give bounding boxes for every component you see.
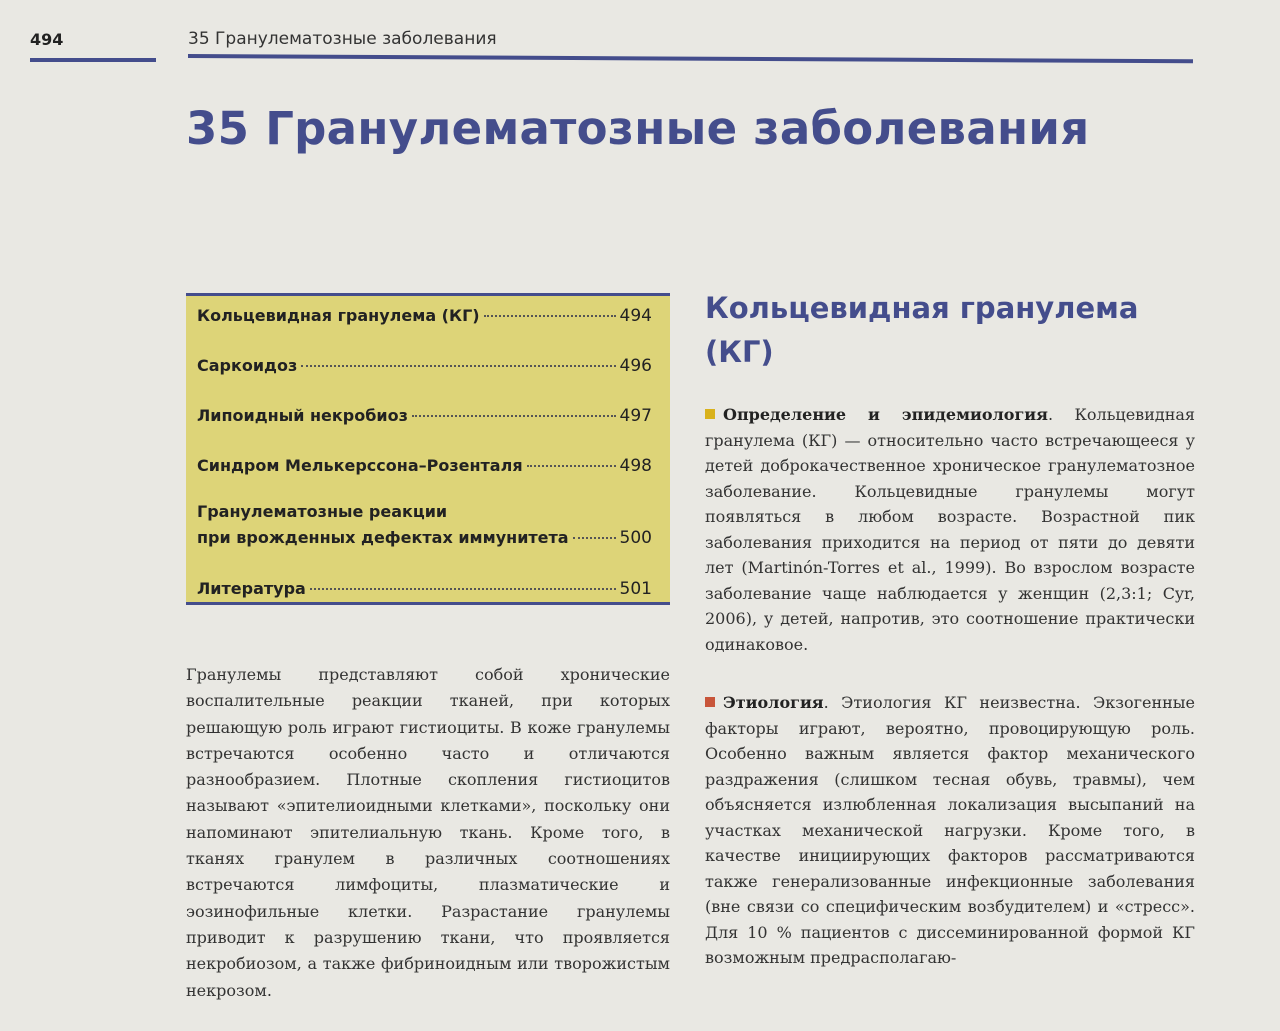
toc-label: Саркоидоз bbox=[197, 356, 298, 375]
toc-leader-dots bbox=[301, 365, 615, 367]
definition-heading: Определение и эпидемиология bbox=[723, 405, 1048, 424]
toc-label: Кольцевидная гранулема (КГ) bbox=[197, 306, 480, 325]
toc-item-melkersson-rosenthal[interactable] bbox=[197, 456, 652, 476]
definition-paragraph bbox=[705, 402, 1195, 657]
running-head: 35 Гранулематозные заболевания bbox=[188, 29, 497, 49]
toc-item-necrobiosis[interactable] bbox=[197, 406, 652, 426]
page-number: 494 bbox=[30, 30, 64, 49]
toc-page: 497 bbox=[619, 406, 652, 426]
toc-item-annular-granuloma[interactable] bbox=[197, 306, 652, 326]
toc-leader-dots bbox=[412, 415, 616, 417]
header-rule-right bbox=[188, 54, 1193, 63]
toc-item-granulomatous-reactions[interactable] bbox=[197, 502, 652, 548]
toc-page: 496 bbox=[619, 356, 652, 376]
definition-text: . Кольцевидная гранулема (КГ) — относительно часто встречающееся у детей доброкачественное хроническое гранулематозное заболевание. Кольцевидные гранулемы могут появляться в любом возрасте. Возрастной пик заболевания приходится на период от пяти до девяти лет (Martinón-Torres et al., 1999). Во взрослом возрасте заболевание чаще наблюдается у женщин (2,3:1; Cyr, 2006), у детей, напротив, это соотношение практически одинаковое. bbox=[705, 405, 1195, 654]
toc-label: при врожденных дефектах иммунитета bbox=[197, 528, 569, 547]
toc-leader-dots bbox=[527, 465, 616, 467]
toc-label: Синдром Мелькерссона–Розенталя bbox=[197, 456, 523, 475]
etiology-heading: Этиология bbox=[723, 693, 824, 712]
toc-label: Литература bbox=[197, 579, 306, 598]
chapter-title: 35 Гранулематозные заболевания bbox=[186, 102, 1090, 155]
toc-leader-dots bbox=[310, 588, 616, 590]
etiology-paragraph bbox=[705, 690, 1195, 971]
section-title: Кольцевидная гранулема (КГ) bbox=[705, 291, 1139, 369]
intro-paragraph: Гранулемы представляют собой хронические воспалительные реакции тканей, при которых решающую роль играют гистиоциты. В коже гранулемы встречаются особенно часто и отличаются разнообразием. Плотные скопления гистиоцитов называют «эпителиоидными клетками», поскольку они напоминают эпителиальную ткань. Кроме того, в тканях гранулем в различных соотношениях встречаются лимфоциты, плазматические и эозинофильные клетки. Разрастание гранулемы приводит к разрушению ткани, что проявляется некробиозом, а также фибриноидным или творожистым некрозом. bbox=[186, 665, 670, 1000]
toc-page: 494 bbox=[619, 306, 652, 326]
toc-leader-dots bbox=[573, 537, 616, 539]
toc-page: 498 bbox=[619, 456, 652, 476]
toc-page: 501 bbox=[619, 579, 652, 599]
table-of-contents bbox=[186, 293, 670, 605]
toc-item-sarcoidosis[interactable] bbox=[197, 356, 652, 376]
square-bullet-icon bbox=[705, 697, 715, 707]
etiology-text: . Этиология КГ неизвестна. Экзогенные факторы играют, вероятно, провоцирующую роль. Особенно важным является фактор механического раздражения (слишком тесная обувь, травмы), чем объясняется излюбленная локализация высыпаний на участках механической нагрузки. Кроме того, в качестве инициирующих факторов рассматриваются также генерализованные инфекционные заболевания (вне связи со специфическим возбудителем) и «стресс». Для 10 % пациентов с диссеминированной формой КГ возможным предрасполагаю- bbox=[705, 693, 1195, 967]
square-bullet-icon bbox=[705, 409, 715, 419]
toc-leader-dots bbox=[484, 315, 616, 317]
toc-item-literature[interactable] bbox=[197, 579, 652, 599]
toc-page: 500 bbox=[619, 528, 652, 548]
toc-label-line1: Гранулематозные реакции bbox=[197, 502, 448, 521]
toc-label: Липоидный некробиоз bbox=[197, 406, 408, 425]
header-rule-left bbox=[30, 58, 156, 62]
